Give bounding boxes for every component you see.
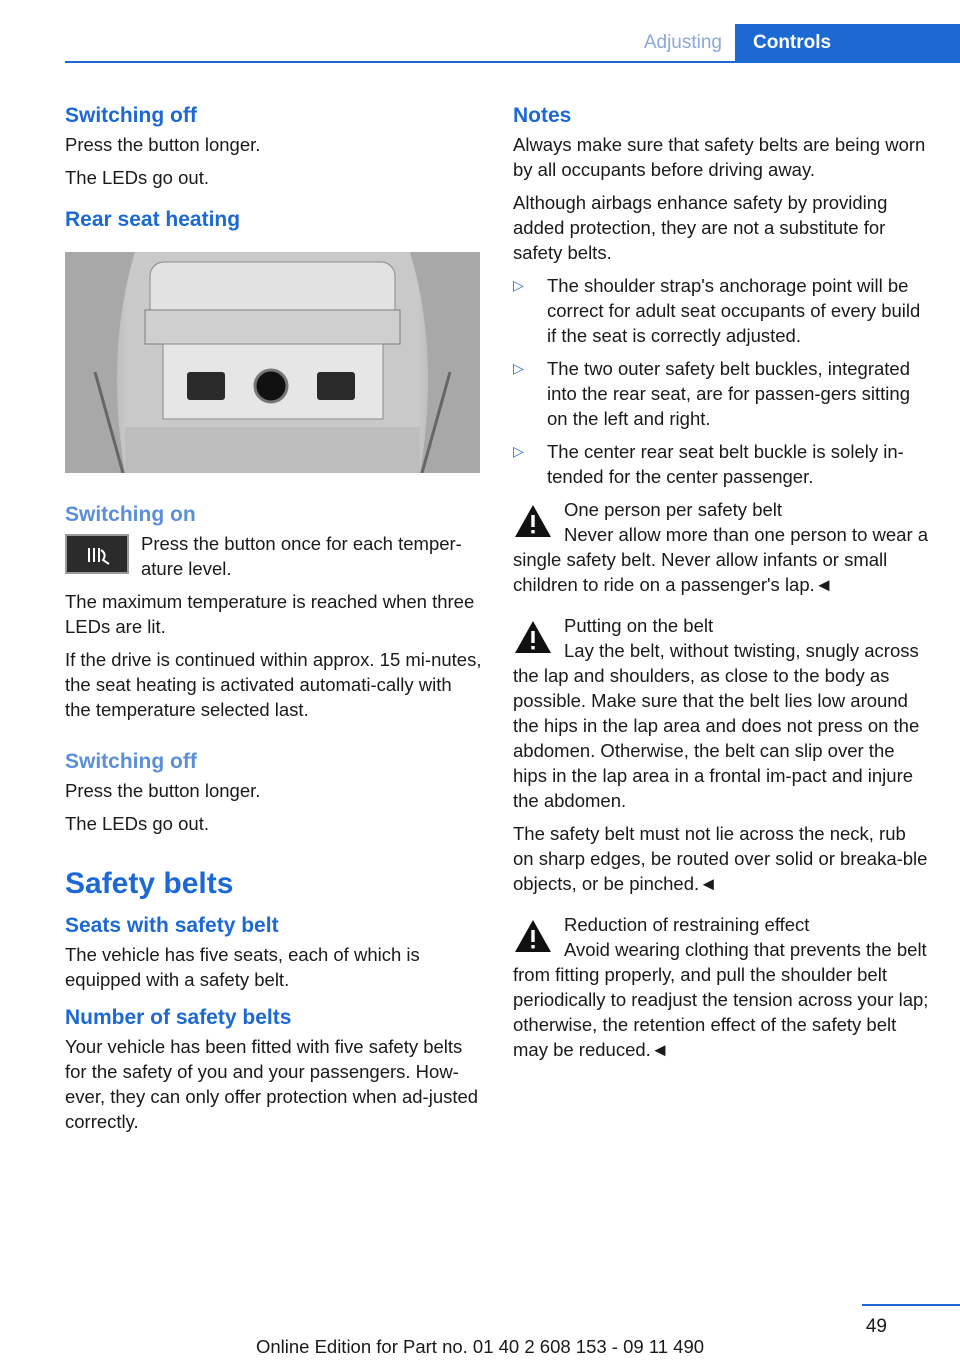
number-of-belts-heading: Number of safety belts <box>65 1006 292 1029</box>
rear-seat-heating-heading: Rear seat heating <box>65 208 241 231</box>
edition-footer: Online Edition for Part no. 01 40 2 608 153 - 09 11 490 <box>255 1336 705 1357</box>
switching-off-heading-2: Switching off <box>65 750 197 773</box>
chapter-tab: Controls <box>735 24 960 62</box>
seats-with-belt-text: The vehicle has five seats, each of which is equipped with a safety belt. <box>65 944 420 990</box>
warning-title: One person per safety belt <box>564 499 783 520</box>
switching-off-2-line-2: The LEDs go out. <box>65 813 209 834</box>
list-item <box>513 273 930 348</box>
warning-title: Putting on the belt <box>564 615 714 636</box>
switching-off-2-line-1: Press the button longer. <box>65 780 261 801</box>
warning-one-person <box>513 497 930 597</box>
continue-drive-text: If the drive is continued within approx. 15 mi‐nutes, the seat heating is activated automati‐cally with the temperature selected last. <box>65 649 482 720</box>
list-item <box>513 439 930 489</box>
bullet-text: The center rear seat belt buckle is solely in‐tended for the center passenger. <box>547 441 904 487</box>
button-instruction <box>65 531 482 581</box>
section-label: Adjusting <box>643 32 722 53</box>
page-header <box>0 0 960 62</box>
warning-title: Reduction of restraining effect <box>564 914 810 935</box>
warning-text: Avoid wearing clothing that prevents the belt from fitting properly, and pull the shoulder belt periodically to readjust the tension across your lap; otherwise, the retention effect of the safety belt may be reduced.◄ <box>513 939 929 1060</box>
number-of-belts-text: Your vehicle has been fitted with five safety belts for the safety of you and your passengers. How‐ever, they can only offer protection when ad‐justed correctly. <box>65 1036 479 1132</box>
page-number: 49 <box>865 1316 887 1337</box>
switching-off-heading: Switching off <box>65 104 197 127</box>
safety-belts-heading: Safety belts <box>65 867 234 900</box>
warning-putting-on-belt <box>513 613 930 896</box>
seat-heating-button-icon <box>65 534 129 574</box>
notes-heading: Notes <box>513 104 572 127</box>
bullet-triangle-icon: ▷ <box>513 360 524 376</box>
bullet-triangle-icon: ▷ <box>513 443 524 459</box>
warning-restraining-effect <box>513 912 930 1062</box>
switching-on-heading: Switching on <box>65 503 196 526</box>
bullet-text: The shoulder strap's anchorage point will be correct for adult seat occupants of every build if the seat is correctly adjusted. <box>547 275 921 346</box>
warning-text: Lay the belt, without twisting, snugly across the lap and shoulders, as close to the body as possible. Make sure that the belt lies low around the hips in the lap area and does not press on the abdomen. Otherwise, the belt can slip over the hips in the lap area in a frontal im‐pact and injure the abdomen. <box>513 640 920 811</box>
switching-off-line-1: Press the button longer. <box>65 134 261 155</box>
max-temp-text: The maximum temperature is reached when three LEDs are lit. <box>65 591 475 637</box>
notes-paragraph-1: Always make sure that safety belts are being worn by all occupants before driving away. <box>513 134 926 180</box>
footer-rule <box>862 1304 960 1306</box>
notes-paragraph-2: Although airbags enhance safety by providing added protection, they are not a substitute for safety belts. <box>513 192 888 263</box>
left-column <box>65 100 482 1142</box>
button-instruction-text: Press the button once for each temper‐ature level. <box>141 533 462 579</box>
bullet-triangle-icon: ▷ <box>513 277 524 293</box>
notes-bullet-list <box>513 273 930 489</box>
warning-triangle-icon <box>513 619 553 655</box>
warning-extra-text: The safety belt must not lie across the neck, rub on sharp edges, be routed over solid or breaka‐ble objects, or be pinched.◄ <box>513 823 928 894</box>
warning-triangle-icon <box>513 918 553 954</box>
header-rule <box>65 61 960 63</box>
warning-text: Never allow more than one person to wear a single safety belt. Never allow infants or small children to ride on a passenger's lap.◄ <box>513 524 929 595</box>
rear-seat-heating-photo <box>65 252 480 473</box>
right-column <box>513 100 930 1070</box>
switching-off-line-2: The LEDs go out. <box>65 167 209 188</box>
rear-console-illustration <box>65 252 480 473</box>
seats-with-belt-heading: Seats with safety belt <box>65 914 279 937</box>
list-item <box>513 356 930 431</box>
warning-triangle-icon <box>513 503 553 539</box>
bullet-text: The two outer safety belt buckles, integrated into the rear seat, are for passen‐gers sitting on the left and right. <box>547 358 911 429</box>
